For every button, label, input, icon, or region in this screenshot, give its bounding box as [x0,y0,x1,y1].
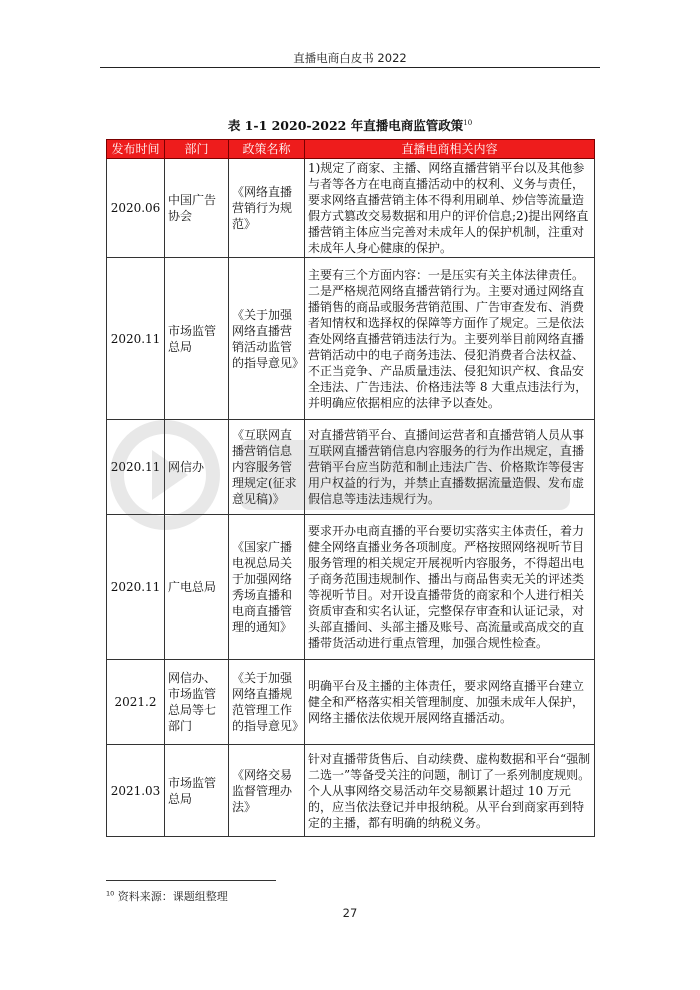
table-caption [0,116,700,134]
caption-text: 表 1-1 2020-2022 年直播电商监管政策 [227,118,464,133]
footnote-text: 资料来源：课题组整理 [114,890,228,903]
footnote-rule [106,880,276,881]
table-row [107,159,595,258]
table-row [107,258,595,420]
row-policy: 《网络直播营销行为规范》 [229,159,305,258]
row-dept: 市场监管总局 [165,745,229,837]
row-date: 2020.11 [107,515,165,660]
row-policy: 《互联网直播营销信息内容服务管理规定(征求意见稿)》 [229,420,305,515]
table-row [107,420,595,515]
row-date: 2020.11 [107,258,165,420]
row-content: 要求开办电商直播的平台要切实落实主体责任，着力健全网络直播业务各项制度。严格按照网络视听节目服务管理的相关规定开展视听内容服务，不得超出电子商务范围违规制作、播出与商品售卖无关的评述类等视听节目。对开设直播带货的商家和个人进行相关资质审查和实名认证，完整保存审查和认证记录，对头部直播间、头部主播及账号、高流量或高成交的直播带货活动进行重点管理，加强合规性检查。 [305,515,595,660]
header-policy: 政策名称 [229,140,305,159]
header-rule [100,67,600,68]
header-content: 直播电商相关内容 [305,140,595,159]
policy-table [106,139,595,837]
row-content: 1)规定了商家、主播、网络直播营销平台以及其他参与者等各方在电商直播活动中的权利、义务与责任，要求网络直播营销主体不得利用刷单、炒信等流量造假方式篡改交易数据和用户的评价信息;2)提出网络直播营销主体应当完善对未成年人的保护机制，注重对未成年人身心健康的保护。 [305,159,595,258]
row-policy: 《关于加强网络直播营销活动监管的指导意见》 [229,258,305,420]
page-number: 27 [342,906,358,920]
row-date: 2021.2 [107,660,165,745]
row-content: 主要有三个方面内容：一是压实有关主体法律责任。二是严格规范网络直播营销行为。主要对通过网络直播销售的商品或服务营销范围、广告审查发布、消费者知情权和选择权的保障等方面作了规定。三是依法查处网络直播营销违法行为。主要列举目前网络直播营销活动中的电子商务违法、侵犯消费者合法权益、不正当竞争、产品质量违法、侵犯知识产权、食品安全违法、广告违法、价格违法等 8 大重点违法行为，并明确应依据相应的法律予以查处。 [305,258,595,420]
footnote-number: 10 [106,889,115,898]
caption-footnote-ref: 10 [463,118,473,127]
row-dept: 网信办 [165,420,229,515]
row-policy: 《网络交易监督管理办法》 [229,745,305,837]
row-content: 明确平台及主播的主体责任，要求网络直播平台建立健全和严格落实相关管理制度、加强未成年人保护，网络主播依法依规开展网络直播活动。 [305,660,595,745]
row-dept: 中国广告协会 [165,159,229,258]
row-content: 对直播营销平台、直播间运营者和直播营销人员从事互联网直播营销信息内容服务的行为作出规定，直播营销平台应当防范和制止违法广告、价格欺诈等侵害用户权益的行为，并禁止直播数据流量造假、发布虚假信息等违法违规行为。 [305,420,595,515]
table-header-row [107,140,595,159]
row-dept: 广电总局 [165,515,229,660]
table-row [107,515,595,660]
row-dept: 网信办、市场监管总局等七部门 [165,660,229,745]
row-date: 2020.06 [107,159,165,258]
row-dept: 市场监管总局 [165,258,229,420]
table-row [107,745,595,837]
header-dept: 部门 [165,140,229,159]
footnote [106,888,228,904]
row-date: 2020.11 [107,420,165,515]
row-policy: 《国家广播电视总局关于加强网络秀场直播和电商直播管理的通知》 [229,515,305,660]
running-header: 直播电商白皮书 2022 [293,51,407,65]
row-policy: 《关于加强网络直播规范管理工作的指导意见》 [229,660,305,745]
header-date: 发布时间 [107,140,165,159]
row-date: 2021.03 [107,745,165,837]
row-content: 针对直播带货售后、自动续费、虚构数据和平台“强制二选一”等备受关注的问题，制订了一系列制度规则。个人从事网络交易活动年交易额累计超过 10 万元的，应当依法登记并申报纳税。从平台到商家再到特定的主播，都有明确的纳税义务。 [305,745,595,837]
table-row [107,660,595,745]
